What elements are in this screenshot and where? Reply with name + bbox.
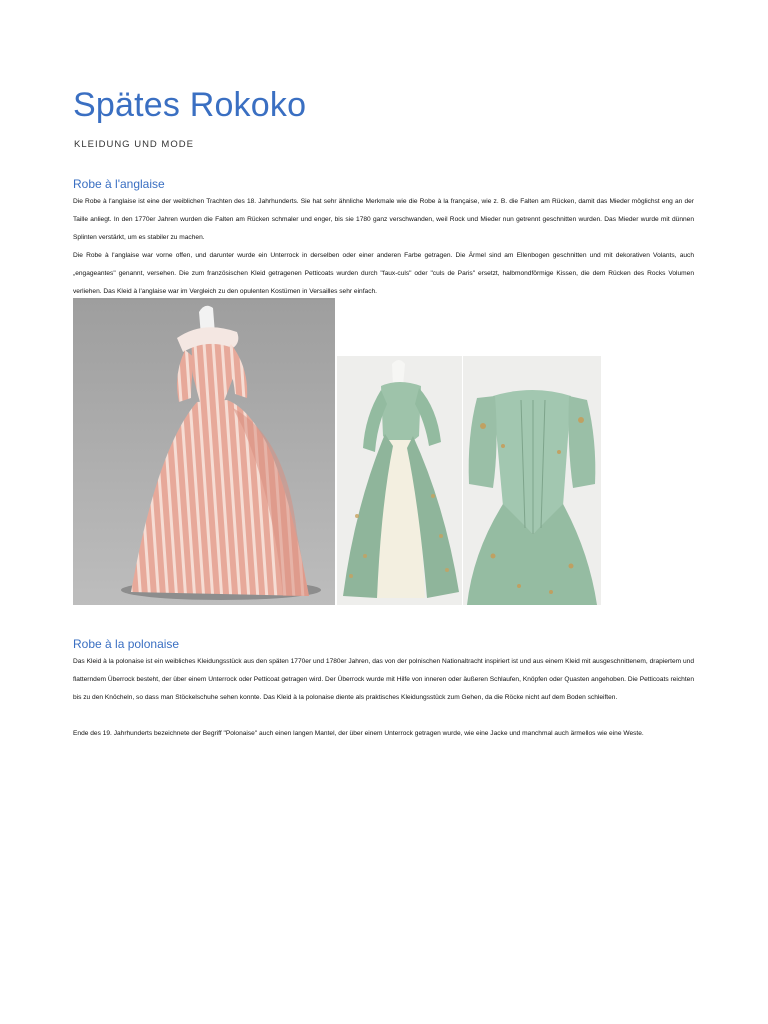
paragraph: Das Kleid à la polonaise ist ein weibliches Kleidungsstück aus den späten 1770er und 1780er Jahren, das von der polnischen Nationaltracht inspiriert ist und aus einem Kleid mit ausgeschnittenem, drapiertem und flatterndem Überrock besteht, der über einem Unterrock oder Petticoat getragen wird. Der Überrock wurde mit Hilfe von inneren oder äußeren Schlaufen, Knöpfen oder Quasten angehoben. Die Petticoats reichten bis zu den Knöcheln, so dass man Stöckelschuhe sehen konnte. Das Kleid à la polonaise diente als praktisches Kleidungsstück zum Gehen, da die Röcke nicht auf dem Boden schleiften.: [73, 658, 694, 701]
section-heading-polonaise: Robe à la polonaise: [73, 637, 180, 651]
pink-striped-gown-photo: [73, 298, 335, 605]
paragraph: Die Robe à l'anglaise war vorne offen, und darunter wurde ein Unterrock in derselben oder einer anderen Farbe getragen. Die Ärmel sind am Ellenbogen geschnitten und mit dekorativen Volants, auch „engageantes" genannt, versehen. Die zum französischen Kleid getragenen Petticoats wurden durch "faux-culs" oder "culs de Paris" ersetzt, halbmondförmige Kissen, die dem Rücken des Rocks Volumen verliehen. Das Kleid à l'anglaise war im Vergleich zu den opulenten Kostümen in Versailles sehr einfach.: [73, 252, 694, 295]
green-gown-back-photo: [463, 356, 601, 605]
paragraph: Die Robe à l'anglaise ist eine der weiblichen Trachten des 18. Jahrhunderts. Sie hat sehr ähnliche Merkmale wie die Robe à la française, wie z. B. die Falten am Rücken, damit das Mieder möglichst eng an der Taille anliegt. In den 1770er Jahren wurden die Falten am Rücken schmaler und enger, bis sie 1780 ganz verschwanden, weil Rock und Mieder nun getrennt geschnitten wurden. Das Mieder wurde mit dünnen Splinten verstärkt, um es stabiler zu machen.: [73, 198, 694, 241]
green-gown-front-photo: [337, 356, 462, 605]
paragraph: Ende des 19. Jahrhunderts bezeichnete der Begriff "Polonaise" auch einen langen Mantel, der über einem Unterrock getragen wurde, wie eine Jacke und manchmal auch ärmellos wie eine Weste.: [73, 730, 644, 737]
section-heading-anglaise: Robe à l'anglaise: [73, 177, 165, 191]
page-title: Spätes Rokoko: [73, 86, 307, 124]
page-subtitle: KLEIDUNG UND MODE: [74, 139, 194, 150]
